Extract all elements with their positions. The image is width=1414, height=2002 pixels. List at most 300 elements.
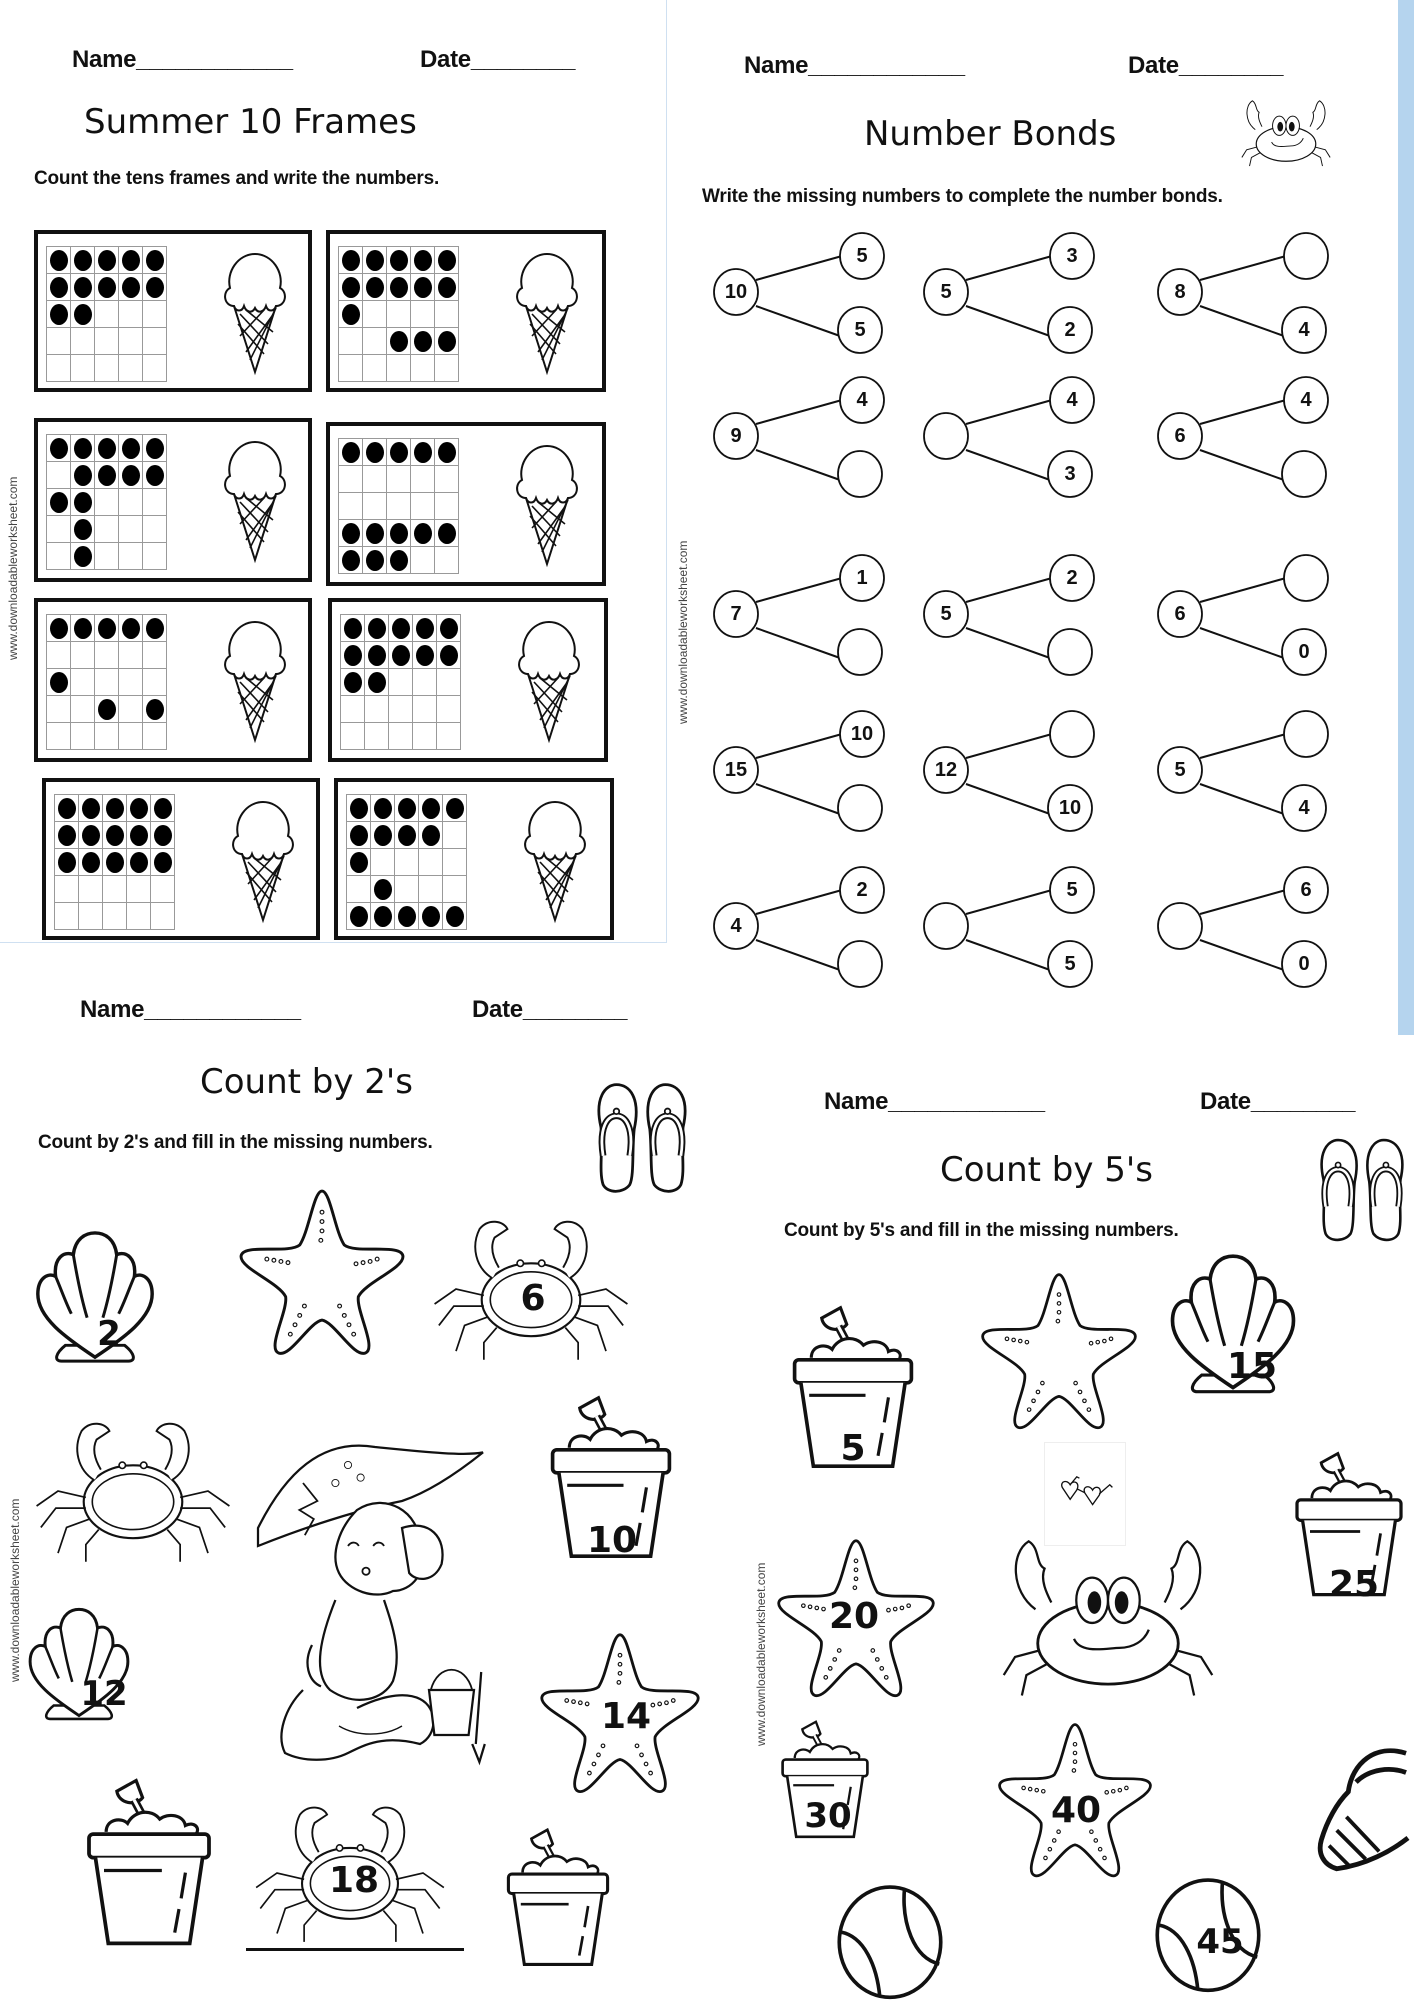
ten-frame-cell [435, 328, 459, 355]
bond-part-bottom-circle: 5 [1064, 953, 1076, 975]
ten-frame-cell [363, 547, 387, 574]
date-field[interactable]: Date________ [472, 996, 628, 1023]
number-bond [712, 558, 902, 668]
ten-frame-cell [419, 795, 443, 822]
ten-frame-cell [341, 615, 365, 642]
ten-frame-cell [437, 669, 461, 696]
ten-frame-grid [46, 246, 167, 382]
ten-frame-cell [47, 462, 71, 489]
ten-frame-cell [443, 903, 467, 930]
counter-dot [374, 879, 392, 900]
page-title: Summer 10 Frames [84, 102, 417, 142]
ten-frame-cell [395, 795, 419, 822]
ten-frame-cell [339, 493, 363, 520]
ten-frame-cell [103, 822, 127, 849]
ten-frame-cell [363, 301, 387, 328]
girl-with-shell-illustration [240, 1420, 510, 1780]
ten-frame-cell [411, 547, 435, 574]
counter-dot [366, 550, 384, 571]
ten-frame-cell [127, 795, 151, 822]
name-field[interactable]: Name____________ [824, 1088, 1045, 1115]
ten-frame-cell [435, 547, 459, 574]
ten-frame-cell [413, 696, 437, 723]
ten-frame-cell [411, 493, 435, 520]
ten-frame-cell [71, 669, 95, 696]
counter-dot [154, 798, 172, 819]
ten-frame-cell [95, 355, 119, 382]
ice-cream-cone-icon [520, 796, 590, 926]
counter-dot [82, 798, 100, 819]
ten-frame-cell [119, 516, 143, 543]
ten-frame-cell [371, 795, 395, 822]
ten-frame-cell [387, 328, 411, 355]
ten-frame-card [326, 422, 606, 586]
bond-whole-circle: 4 [730, 915, 742, 937]
number-bond [712, 870, 902, 980]
counter-dot [398, 825, 416, 846]
ten-frame-cell [79, 876, 103, 903]
ten-frame-cell [413, 723, 437, 750]
bond-whole-circle: 9 [730, 425, 742, 447]
ten-frame-cell [443, 849, 467, 876]
ten-frame-cell [103, 903, 127, 930]
ten-frame-cell [339, 547, 363, 574]
ten-frame-cell [71, 642, 95, 669]
ten-frame-cell [389, 615, 413, 642]
ten-frame-cell [119, 543, 143, 570]
number-bond [1156, 558, 1346, 668]
ten-frame-cell [55, 903, 79, 930]
ten-frame-cell [341, 642, 365, 669]
ten-frame-cell [419, 822, 443, 849]
ten-frame-cell [437, 615, 461, 642]
ten-frame-cell [47, 696, 71, 723]
ten-frame-cell [143, 516, 167, 543]
ten-frame-cell [95, 489, 119, 516]
ten-frame-cell [339, 328, 363, 355]
name-field[interactable]: Name____________ [744, 52, 965, 79]
counter-dot [392, 618, 410, 639]
ten-frame-cell [95, 247, 119, 274]
bond-part-bottom-circle: 10 [1058, 797, 1082, 819]
counter-dot [344, 618, 362, 639]
counter-dot [130, 798, 148, 819]
counter-dot [374, 825, 392, 846]
count-value: 2 [97, 1314, 121, 1354]
counter-dot [374, 798, 392, 819]
counter-dot [392, 645, 410, 666]
counter-dot [106, 798, 124, 819]
bond-part-bottom-circle: 4 [1298, 797, 1310, 819]
counter-dot [398, 798, 416, 819]
ten-frame-cell [55, 822, 79, 849]
ten-frame-cell [365, 723, 389, 750]
ten-frame-cell [435, 247, 459, 274]
counter-dot [368, 645, 386, 666]
ten-frame-card [326, 230, 606, 392]
ten-frame-cell [395, 876, 419, 903]
counter-dot [390, 550, 408, 571]
ten-frame-cell [47, 301, 71, 328]
page-title: Count by 2's [200, 1062, 413, 1102]
ten-frame-cell [363, 466, 387, 493]
ten-frame-cell [47, 247, 71, 274]
ten-frame-cell [413, 615, 437, 642]
ten-frame-cell [387, 439, 411, 466]
ten-frame-cell [387, 355, 411, 382]
ten-frame-cell [95, 328, 119, 355]
ten-frame-cell [119, 723, 143, 750]
ten-frame-cell [395, 822, 419, 849]
ten-frame-cell [341, 669, 365, 696]
counter-dot [350, 798, 368, 819]
ten-frame-cell [95, 301, 119, 328]
counter-dot [438, 331, 456, 352]
counter-dot [50, 250, 68, 271]
counter-dot [74, 277, 92, 298]
counter-dot [74, 438, 92, 459]
ten-frame-grid [338, 246, 459, 382]
ten-frame-cell [339, 466, 363, 493]
counter-dot [74, 304, 92, 325]
counter-dot [106, 852, 124, 873]
counter-dot [446, 906, 464, 927]
number-bond [922, 558, 1112, 668]
ten-frame-cell [371, 849, 395, 876]
number-bond [712, 380, 902, 490]
ten-frame-cell [71, 723, 95, 750]
ten-frame-cell [365, 669, 389, 696]
counter-dot [414, 277, 432, 298]
ten-frame-cell [419, 903, 443, 930]
counter-dot [50, 438, 68, 459]
ten-frame-cell [55, 795, 79, 822]
name-field[interactable]: Name____________ [72, 46, 293, 73]
ten-frame-cell [143, 462, 167, 489]
ten-frame-cell [363, 493, 387, 520]
bond-part-top-circle: 4 [1300, 389, 1312, 411]
counter-dot [74, 546, 92, 567]
counter-dot [422, 798, 440, 819]
ten-frame-cell [363, 247, 387, 274]
ten-frame-cell [411, 274, 435, 301]
count-value: 12 [80, 1674, 128, 1714]
ten-frame-card [34, 598, 312, 762]
counter-dot [98, 618, 116, 639]
ten-frame-cell [443, 876, 467, 903]
counter-dot [98, 250, 116, 271]
ten-frame-cell [119, 669, 143, 696]
bond-part-top-circle: 4 [1066, 389, 1078, 411]
counter-dot [390, 331, 408, 352]
counter-dot [438, 250, 456, 271]
instructions: Count by 5's and fill in the missing numbers. [784, 1220, 1179, 1241]
ten-frame-cell [143, 301, 167, 328]
ten-frame-cell [95, 642, 119, 669]
crab-illustration [988, 1530, 1228, 1700]
ten-frame-cell [435, 274, 459, 301]
ten-frame-cell [341, 723, 365, 750]
ten-frame-cell [143, 543, 167, 570]
ice-cream-cone-icon [228, 796, 298, 926]
counter-dot [390, 250, 408, 271]
ten-frame-cell [119, 489, 143, 516]
ice-cream-cone-icon [512, 248, 582, 378]
counter-dot [58, 852, 76, 873]
ten-frame-cell [143, 355, 167, 382]
counter-dot [50, 618, 68, 639]
ten-frame-cell [47, 516, 71, 543]
ten-frame-cell [435, 466, 459, 493]
bond-part-bottom-circle: 3 [1064, 463, 1076, 485]
counter-dot [414, 250, 432, 271]
ten-frame-cell [47, 274, 71, 301]
counter-dot [98, 277, 116, 298]
counter-dot [416, 645, 434, 666]
ten-frame-cell [71, 274, 95, 301]
ten-frame-cell [47, 642, 71, 669]
bond-whole-circle: 15 [724, 759, 748, 781]
bond-part-top-circle: 5 [1066, 879, 1078, 901]
watermark: www.downloadableworksheet.com [6, 476, 20, 660]
ten-frame-cell [71, 696, 95, 723]
ten-frame-cell [363, 328, 387, 355]
name-field[interactable]: Name____________ [80, 996, 301, 1023]
counter-dot [440, 618, 458, 639]
counter-dot [350, 906, 368, 927]
ten-frame-cell [143, 642, 167, 669]
bond-part-bottom-circle: 0 [1298, 641, 1310, 663]
bond-whole-circle: 10 [724, 281, 748, 303]
counter-dot [366, 277, 384, 298]
ten-frame-cell [389, 669, 413, 696]
ten-frame-cell [387, 274, 411, 301]
ten-frame-cell [443, 795, 467, 822]
ten-frame-cell [79, 822, 103, 849]
counter-dot [50, 304, 68, 325]
ten-frame-cell [419, 876, 443, 903]
counter-dot [122, 250, 140, 271]
ice-cream-cone-icon [220, 616, 290, 746]
ten-frame-cell [79, 849, 103, 876]
count-value: 15 [1226, 1346, 1278, 1387]
counter-dot [342, 550, 360, 571]
number-bond [712, 236, 902, 346]
ten-frame-cell [387, 493, 411, 520]
counter-dot [130, 852, 148, 873]
bond-part-top-circle: 2 [1066, 567, 1078, 589]
ten-frame-card [328, 598, 608, 762]
ten-frame-cell [437, 696, 461, 723]
ten-frame-cell [387, 247, 411, 274]
ten-frame-cell [339, 355, 363, 382]
counter-dot [122, 465, 140, 486]
counter-dot [366, 442, 384, 463]
ten-frame-cell [143, 435, 167, 462]
count-value: 10 [586, 1520, 638, 1561]
ten-frame-cell [143, 247, 167, 274]
ten-frame-cell [119, 696, 143, 723]
ten-frame-cell [371, 876, 395, 903]
ten-frame-cell [411, 301, 435, 328]
heart-sunglasses-icon [1053, 1473, 1119, 1515]
counter-dot [74, 492, 92, 513]
count-value: 40 [1050, 1790, 1102, 1831]
ten-frame-cell [95, 543, 119, 570]
counter-dot [154, 852, 172, 873]
ten-frame-grid [46, 614, 167, 750]
bond-part-top-circle: 1 [856, 567, 868, 589]
bond-whole-circle: 6 [1174, 603, 1186, 625]
counter-dot [50, 672, 68, 693]
bond-part-top-circle: 4 [856, 389, 868, 411]
ten-frame-cell [387, 466, 411, 493]
ten-frame-cell [71, 543, 95, 570]
ten-frame-cell [341, 696, 365, 723]
ten-frame-grid [340, 614, 461, 750]
bond-whole-circle: 7 [730, 603, 742, 625]
ten-frame-cell [413, 642, 437, 669]
ten-frame-cell [71, 489, 95, 516]
counter-dot [368, 672, 386, 693]
ten-frame-cell [435, 301, 459, 328]
ten-frame-cell [119, 274, 143, 301]
ten-frame-cell [347, 876, 371, 903]
ten-frame-cell [47, 723, 71, 750]
ten-frame-cell [371, 903, 395, 930]
counter-dot [146, 465, 164, 486]
ten-frame-cell [435, 439, 459, 466]
ten-frame-cell [143, 723, 167, 750]
ten-frame-cell [95, 462, 119, 489]
ten-frame-cell [47, 615, 71, 642]
ten-frame-cell [371, 822, 395, 849]
counter-dot [98, 465, 116, 486]
number-bond [922, 236, 1112, 346]
date-field[interactable]: Date________ [1200, 1088, 1356, 1115]
ten-frame-cell [339, 274, 363, 301]
bond-part-bottom-circle: 2 [1064, 319, 1076, 341]
counter-dot [146, 618, 164, 639]
count-value: 18 [328, 1860, 380, 1901]
counter-dot [342, 442, 360, 463]
ten-frame-cell [119, 301, 143, 328]
counter-dot [368, 618, 386, 639]
ten-frame-cell [95, 723, 119, 750]
ten-frame-cell [71, 355, 95, 382]
ten-frame-cell [127, 849, 151, 876]
counter-dot [342, 277, 360, 298]
ten-frame-grid [346, 794, 467, 930]
date-field[interactable]: Date________ [1128, 52, 1284, 79]
date-field[interactable]: Date________ [420, 46, 576, 73]
ten-frame-cell [411, 247, 435, 274]
counter-dot [50, 492, 68, 513]
number-bond [1156, 714, 1346, 824]
counter-dot [374, 906, 392, 927]
bond-part-bottom-circle: 4 [1298, 319, 1310, 341]
ten-frame-cell [47, 355, 71, 382]
counter-dot [390, 442, 408, 463]
count-value: 45 [1196, 1922, 1244, 1962]
ten-frame-cell [347, 903, 371, 930]
counter-dot [58, 825, 76, 846]
ten-frame-cell [443, 822, 467, 849]
ten-frame-cell [71, 516, 95, 543]
number-bond [1156, 236, 1346, 346]
count-value: 14 [600, 1696, 652, 1737]
ten-frame-cell [143, 489, 167, 516]
ten-frame-cell [395, 903, 419, 930]
ten-frame-cell [55, 876, 79, 903]
counter-dot [422, 906, 440, 927]
counter-dot [350, 825, 368, 846]
ten-frame-grid [46, 434, 167, 570]
instructions: Count the tens frames and write the numbers. [34, 168, 440, 189]
ten-frame-cell [387, 520, 411, 547]
ten-frame-cell [365, 642, 389, 669]
ten-frame-cell [339, 439, 363, 466]
ten-frame-grid [54, 794, 175, 930]
ten-frame-cell [55, 849, 79, 876]
accent-strip [1398, 0, 1414, 1035]
ten-frame-cell [47, 328, 71, 355]
bond-part-top-circle: 6 [1300, 879, 1312, 901]
bond-whole-circle: 5 [1174, 759, 1186, 781]
number-bond [922, 380, 1112, 490]
ice-cream-cone-icon [512, 440, 582, 570]
ten-frame-cell [119, 247, 143, 274]
counter-dot [414, 523, 432, 544]
ten-frame-cell [127, 876, 151, 903]
counter-dot [146, 699, 164, 720]
flip-flops-icon [1312, 1138, 1412, 1242]
bond-part-top-circle: 10 [850, 723, 874, 745]
counter-dot [74, 465, 92, 486]
ten-frame-cell [71, 301, 95, 328]
counter-dot [82, 852, 100, 873]
ice-cream-cone-icon [220, 248, 290, 378]
number-bond [1156, 870, 1346, 980]
ten-frame-cell [413, 669, 437, 696]
ten-frame-cell [71, 247, 95, 274]
counter-dot [130, 825, 148, 846]
ten-frame-cell [79, 795, 103, 822]
ten-frame-cell [47, 489, 71, 516]
ten-frame-cell [119, 615, 143, 642]
ten-frame-cell [435, 493, 459, 520]
crab-icon [1238, 90, 1334, 174]
ten-frame-cell [363, 520, 387, 547]
watermark: www.downloadableworksheet.com [754, 1562, 768, 1746]
ten-frame-grid [338, 438, 459, 574]
ten-frame-cell [151, 876, 175, 903]
ground-line [246, 1948, 464, 1951]
ten-frame-cell [119, 462, 143, 489]
counter-dot [146, 438, 164, 459]
bond-part-top-circle: 5 [856, 245, 868, 267]
ten-frame-cell [71, 615, 95, 642]
bond-part-top-circle: 3 [1066, 245, 1078, 267]
ten-frame-cell [103, 795, 127, 822]
counter-dot [366, 523, 384, 544]
flip-flops-icon [592, 1082, 692, 1194]
ten-frame-cell [411, 355, 435, 382]
ten-frame-cell [389, 696, 413, 723]
ten-frame-cell [143, 274, 167, 301]
counter-dot [366, 250, 384, 271]
instructions: Count by 2's and fill in the missing numbers. [38, 1132, 433, 1153]
